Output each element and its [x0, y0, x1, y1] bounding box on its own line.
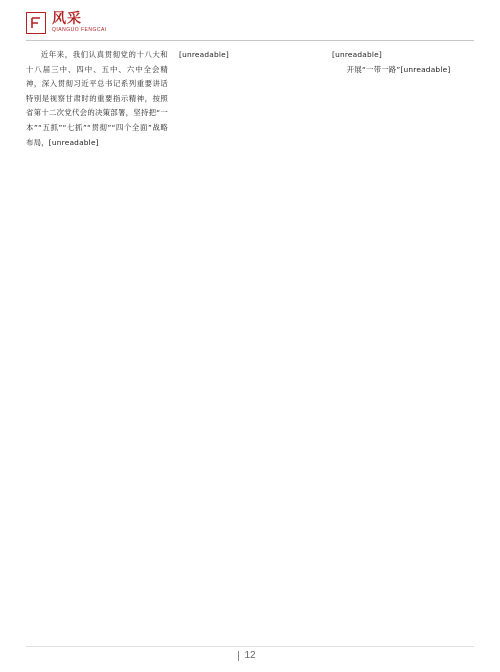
- paragraph: [unreadable]: [332, 50, 382, 59]
- page-header: [26, 12, 107, 34]
- magazine-logo: [52, 12, 107, 33]
- header-divider: [26, 40, 474, 41]
- magazine-title: 风采: [52, 11, 82, 27]
- text-column-3: [332, 48, 474, 638]
- magazine-logo-icon: [26, 12, 46, 34]
- page-number: 12: [242, 650, 258, 661]
- article-body: [26, 48, 474, 638]
- footer-divider: [26, 646, 474, 647]
- paragraph: [unreadable]: [179, 50, 229, 59]
- text-column-1: [26, 48, 168, 638]
- paragraph: 近年来，我们认真贯彻党的十八大和十八届三中、四中、五中、六中全会精神，深入贯彻习近平总书记系列重要讲话特别是视察甘肃时的重要指示精神，按照省第十二次党代会的决策部署，坚持把“一本”“五抓”“七抓”“贯彻”“四个全面”战略布局，[unreadable]: [26, 50, 168, 147]
- text-column-2: [179, 48, 321, 638]
- paragraph: 开展“一带一路”[unreadable]: [346, 64, 451, 74]
- magazine-subtitle: QIANGUO FENGCAI: [52, 27, 107, 33]
